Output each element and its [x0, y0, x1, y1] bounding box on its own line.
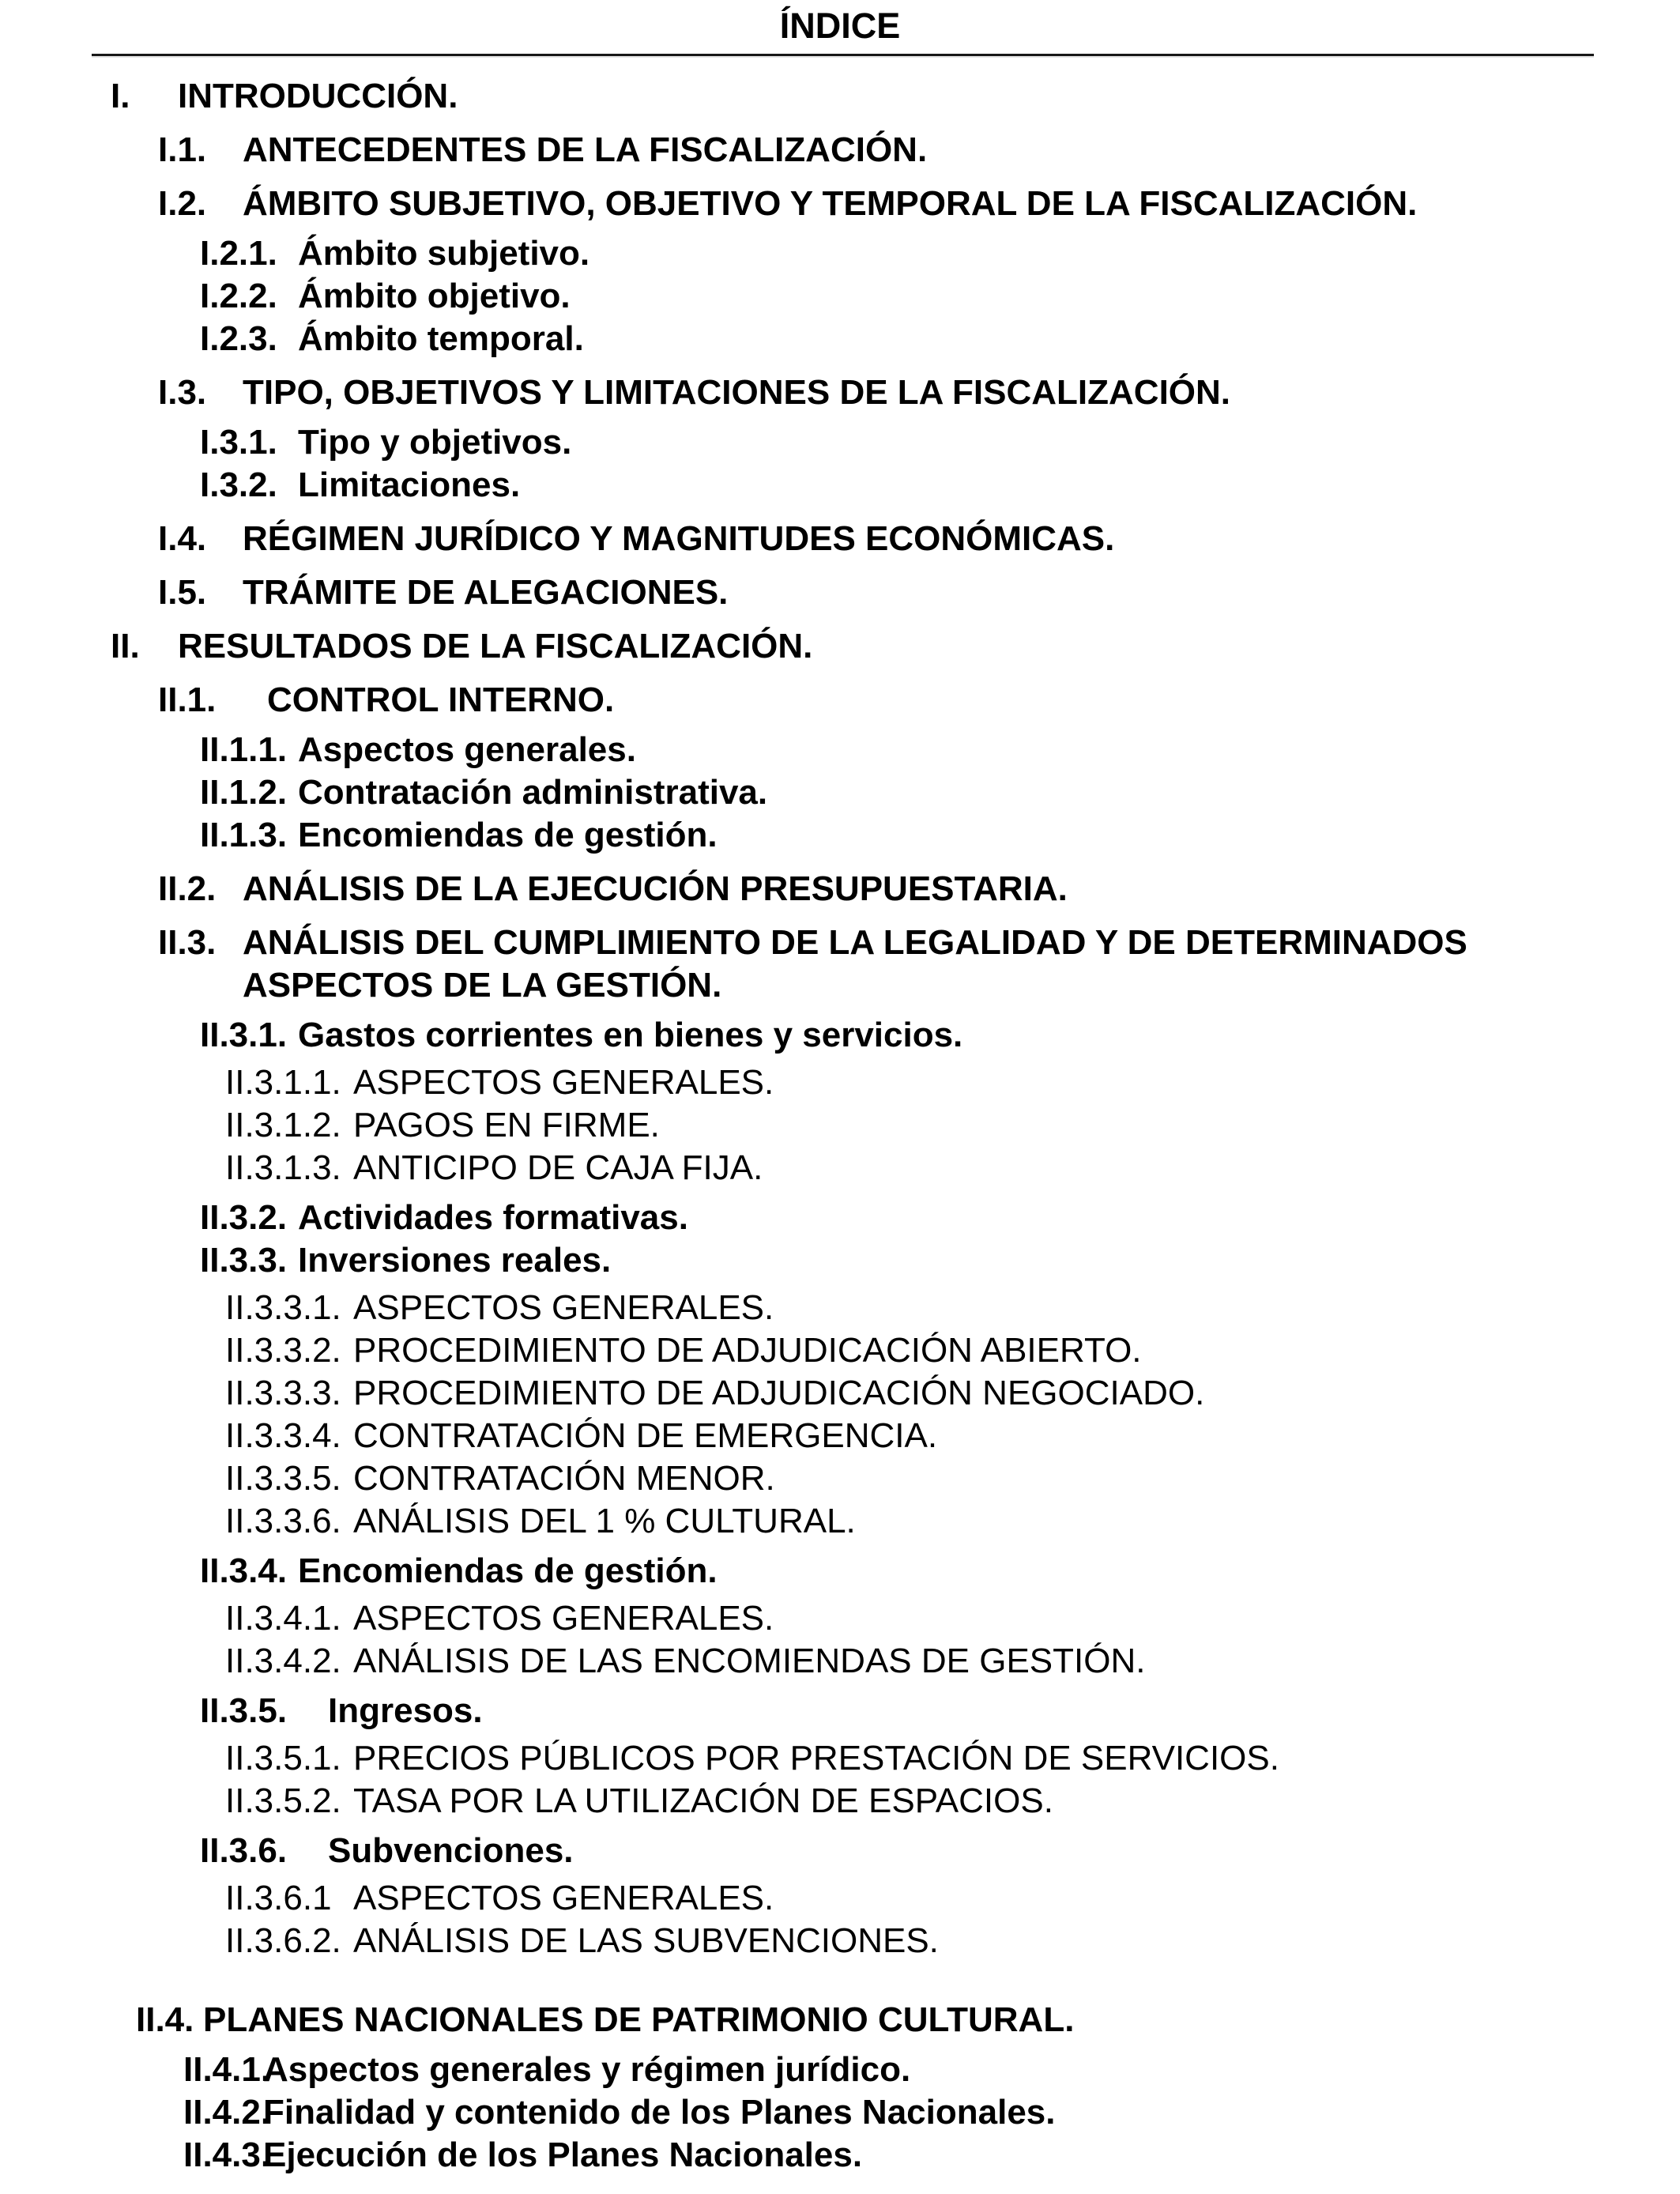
- toc-item: [0, 1197, 1680, 1239]
- toc-item-label: CONTRATACIÓN DE EMERGENCIA.: [353, 1416, 938, 1455]
- toc-item: [0, 318, 1680, 360]
- toc-item-label: ANÁLISIS DEL CUMPLIMIENTO DE LA LEGALIDAD Y DE DETERMINADOS ASPECTOS DE LA GESTIÓN.: [243, 923, 1467, 1005]
- toc-item: [0, 1500, 1680, 1543]
- toc-item-label: ASPECTOS GENERALES.: [353, 1599, 774, 1638]
- title-divider: [92, 54, 1594, 56]
- toc-item-label: RÉGIMEN JURÍDICO Y MAGNITUDES ECONÓMICAS.: [243, 519, 1115, 558]
- toc-item-number: II.2.: [158, 869, 217, 908]
- toc-item-label: Encomiendas de gestión.: [298, 816, 718, 854]
- toc-item: [0, 1457, 1680, 1500]
- toc-item: [0, 868, 1680, 910]
- toc-item-number: I.: [111, 77, 130, 115]
- toc-item-label: ASPECTOS GENERALES.: [353, 1288, 774, 1327]
- toc-item-number: I.2.2.: [200, 277, 277, 315]
- toc-item: [0, 2091, 1680, 2134]
- toc-item-number: I.3.: [158, 373, 207, 412]
- toc-item-number: II.3.1.: [200, 1016, 288, 1054]
- toc-item-number: II.3.3.2.: [225, 1331, 341, 1370]
- toc-item-number: II.4.2.: [183, 2093, 271, 2132]
- toc-item-number: I.3.1.: [200, 423, 277, 462]
- toc-item: [0, 1999, 1680, 2041]
- toc-item: [0, 1597, 1680, 1640]
- toc-item-number: I.3.2.: [200, 466, 277, 504]
- toc-item-number: I.2.: [158, 184, 207, 223]
- toc-item-label: Ingresos.: [328, 1691, 483, 1730]
- toc-item-label: ANÁLISIS DE LAS SUBVENCIONES.: [353, 1921, 939, 1960]
- toc-item-number: II.3.3.4.: [225, 1416, 341, 1455]
- toc-item-number: II.3.1.1.: [225, 1063, 341, 1102]
- toc-item-number: II.3.6.1: [225, 1879, 332, 1917]
- toc-item-label: INTRODUCCIÓN.: [178, 77, 458, 115]
- toc-item: [0, 1061, 1680, 1104]
- toc-item: [0, 1014, 1680, 1057]
- toc-item: [0, 75, 1680, 118]
- toc-item-label: Ámbito temporal.: [298, 319, 584, 358]
- toc-item-number: II.3.3.5.: [225, 1459, 341, 1498]
- toc-item-number: II.4.: [136, 2000, 194, 2039]
- toc-item: [0, 1830, 1680, 1872]
- toc-item-label: TIPO, OBJETIVOS Y LIMITACIONES DE LA FISCALIZACIÓN.: [243, 373, 1231, 412]
- toc-item-label: RESULTADOS DE LA FISCALIZACIÓN.: [178, 627, 813, 665]
- toc-item-label: CONTROL INTERNO.: [267, 680, 615, 719]
- toc-item-label: ASPECTOS GENERALES.: [353, 1063, 774, 1102]
- toc-item-number: II.3.2.: [200, 1198, 288, 1237]
- toc-item-number: II.3.6.2.: [225, 1921, 341, 1960]
- toc-item-number: II.3.1.2.: [225, 1106, 341, 1144]
- toc-item: [0, 1239, 1680, 1282]
- toc-item: [0, 518, 1680, 560]
- toc-item: [0, 464, 1680, 507]
- toc-item-number: I.2.3.: [200, 319, 277, 358]
- toc-item-number: II.1.: [158, 680, 217, 719]
- toc-item-number: I.1.: [158, 130, 207, 169]
- toc-item: [0, 1780, 1680, 1823]
- toc-item-number: II.1.2.: [200, 773, 288, 812]
- toc-item-label: Subvenciones.: [328, 1831, 574, 1870]
- page-title: ÍNDICE: [779, 6, 901, 46]
- toc-item: [0, 679, 1680, 722]
- toc-item: [0, 771, 1680, 814]
- toc-item-number: II.1.3.: [200, 816, 288, 854]
- toc-item: [0, 729, 1680, 771]
- toc-item-label: Gastos corrientes en bienes y servicios.: [298, 1016, 963, 1054]
- toc-item-number: I.4.: [158, 519, 207, 558]
- toc-item: [0, 1372, 1680, 1415]
- toc-item: [0, 922, 1680, 1007]
- toc-item: [0, 275, 1680, 318]
- toc-item-label: TRÁMITE DE ALEGACIONES.: [243, 573, 729, 612]
- toc-item-number: II.3.: [158, 923, 217, 962]
- toc-item: [0, 2134, 1680, 2177]
- toc-item-label: Aspectos generales.: [298, 730, 636, 769]
- toc-item-label: Contratación administrativa.: [298, 773, 768, 812]
- toc-item-number: II.3.3.1.: [225, 1288, 341, 1327]
- toc-item-label: ÁMBITO SUBJETIVO, OBJETIVO Y TEMPORAL DE LA FISCALIZACIÓN.: [243, 184, 1418, 223]
- toc-item-label: Tipo y objetivos.: [298, 423, 572, 462]
- toc-item: [0, 814, 1680, 857]
- toc-item-label: TASA POR LA UTILIZACIÓN DE ESPACIOS.: [353, 1781, 1053, 1820]
- toc-item-label: ANÁLISIS DE LAS ENCOMIENDAS DE GESTIÓN.: [353, 1642, 1146, 1680]
- toc-item-number: II.4.1.: [183, 2050, 271, 2089]
- toc-item: [0, 1415, 1680, 1457]
- toc-item-label: Inversiones reales.: [298, 1241, 612, 1280]
- toc-item: [0, 129, 1680, 172]
- toc-item-number: II.3.3.: [200, 1241, 288, 1280]
- toc-item: [0, 1690, 1680, 1732]
- toc-item-number: II.3.1.3.: [225, 1148, 341, 1187]
- toc-item-number: II.3.5.1.: [225, 1739, 341, 1777]
- toc-item: [0, 1104, 1680, 1147]
- toc-item-number: II.3.3.3.: [225, 1374, 341, 1412]
- toc-item-label: PROCEDIMIENTO DE ADJUDICACIÓN NEGOCIADO.: [353, 1374, 1205, 1412]
- toc-item: [0, 1920, 1680, 1962]
- toc-item-number: II.3.4.2.: [225, 1642, 341, 1680]
- toc-item-label: CONTRATACIÓN MENOR.: [353, 1459, 775, 1498]
- toc-item: [0, 232, 1680, 275]
- toc-item-label: Ámbito subjetivo.: [298, 234, 590, 273]
- toc-item-label: Ejecución de los Planes Nacionales.: [263, 2136, 863, 2174]
- toc-item-label: Finalidad y contenido de los Planes Nacionales.: [263, 2093, 1056, 2132]
- toc-item: [0, 183, 1680, 225]
- toc-item: [0, 571, 1680, 614]
- toc-item-number: II.4.3.: [183, 2136, 271, 2174]
- toc-item-number: II.3.3.6.: [225, 1502, 341, 1540]
- toc-item: [0, 1640, 1680, 1683]
- toc-item: [0, 1287, 1680, 1329]
- toc-item: [0, 1550, 1680, 1593]
- toc-item: [0, 1877, 1680, 1920]
- toc-item-label: PROCEDIMIENTO DE ADJUDICACIÓN ABIERTO.: [353, 1331, 1142, 1370]
- toc-item-label: PAGOS EN FIRME.: [353, 1106, 660, 1144]
- toc-item-label: ASPECTOS GENERALES.: [353, 1879, 774, 1917]
- toc-item: [0, 371, 1680, 414]
- toc-item-number: II.3.4.1.: [225, 1599, 341, 1638]
- toc-item-label: Aspectos generales y régimen jurídico.: [263, 2050, 911, 2089]
- toc-item-number: II.3.5.: [200, 1691, 288, 1730]
- toc-item-label: Ámbito objetivo.: [298, 277, 571, 315]
- toc-item-label: ANÁLISIS DE LA EJECUCIÓN PRESUPUESTARIA.: [243, 869, 1068, 908]
- toc-item-label: Encomiendas de gestión.: [298, 1551, 718, 1590]
- toc-list: [0, 75, 1680, 2177]
- toc-item: [0, 2049, 1680, 2091]
- toc-item: [0, 1329, 1680, 1372]
- toc-item-number: II.: [111, 627, 140, 665]
- toc-item-label: ANÁLISIS DEL 1 % CULTURAL.: [353, 1502, 856, 1540]
- toc-item-label: ANTICIPO DE CAJA FIJA.: [353, 1148, 763, 1187]
- toc-item: [0, 1147, 1680, 1189]
- toc-item-label: PRECIOS PÚBLICOS POR PRESTACIÓN DE SERVICIOS.: [353, 1739, 1279, 1777]
- toc-item-number: II.3.5.2.: [225, 1781, 341, 1820]
- toc-item-number: II.1.1.: [200, 730, 288, 769]
- toc-item-label: Limitaciones.: [298, 466, 521, 504]
- toc-item-label: PLANES NACIONALES DE PATRIMONIO CULTURAL.: [203, 2000, 1075, 2039]
- toc-item-label: Actividades formativas.: [298, 1198, 688, 1237]
- toc-item-number: I.2.1.: [200, 234, 277, 273]
- toc-item: [0, 1737, 1680, 1780]
- toc-item: [0, 625, 1680, 668]
- toc-item-label: ANTECEDENTES DE LA FISCALIZACIÓN.: [243, 130, 928, 169]
- toc-item-number: II.3.6.: [200, 1831, 288, 1870]
- toc-item-number: II.3.4.: [200, 1551, 288, 1590]
- toc-item: [0, 421, 1680, 464]
- toc-item-number: I.5.: [158, 573, 207, 612]
